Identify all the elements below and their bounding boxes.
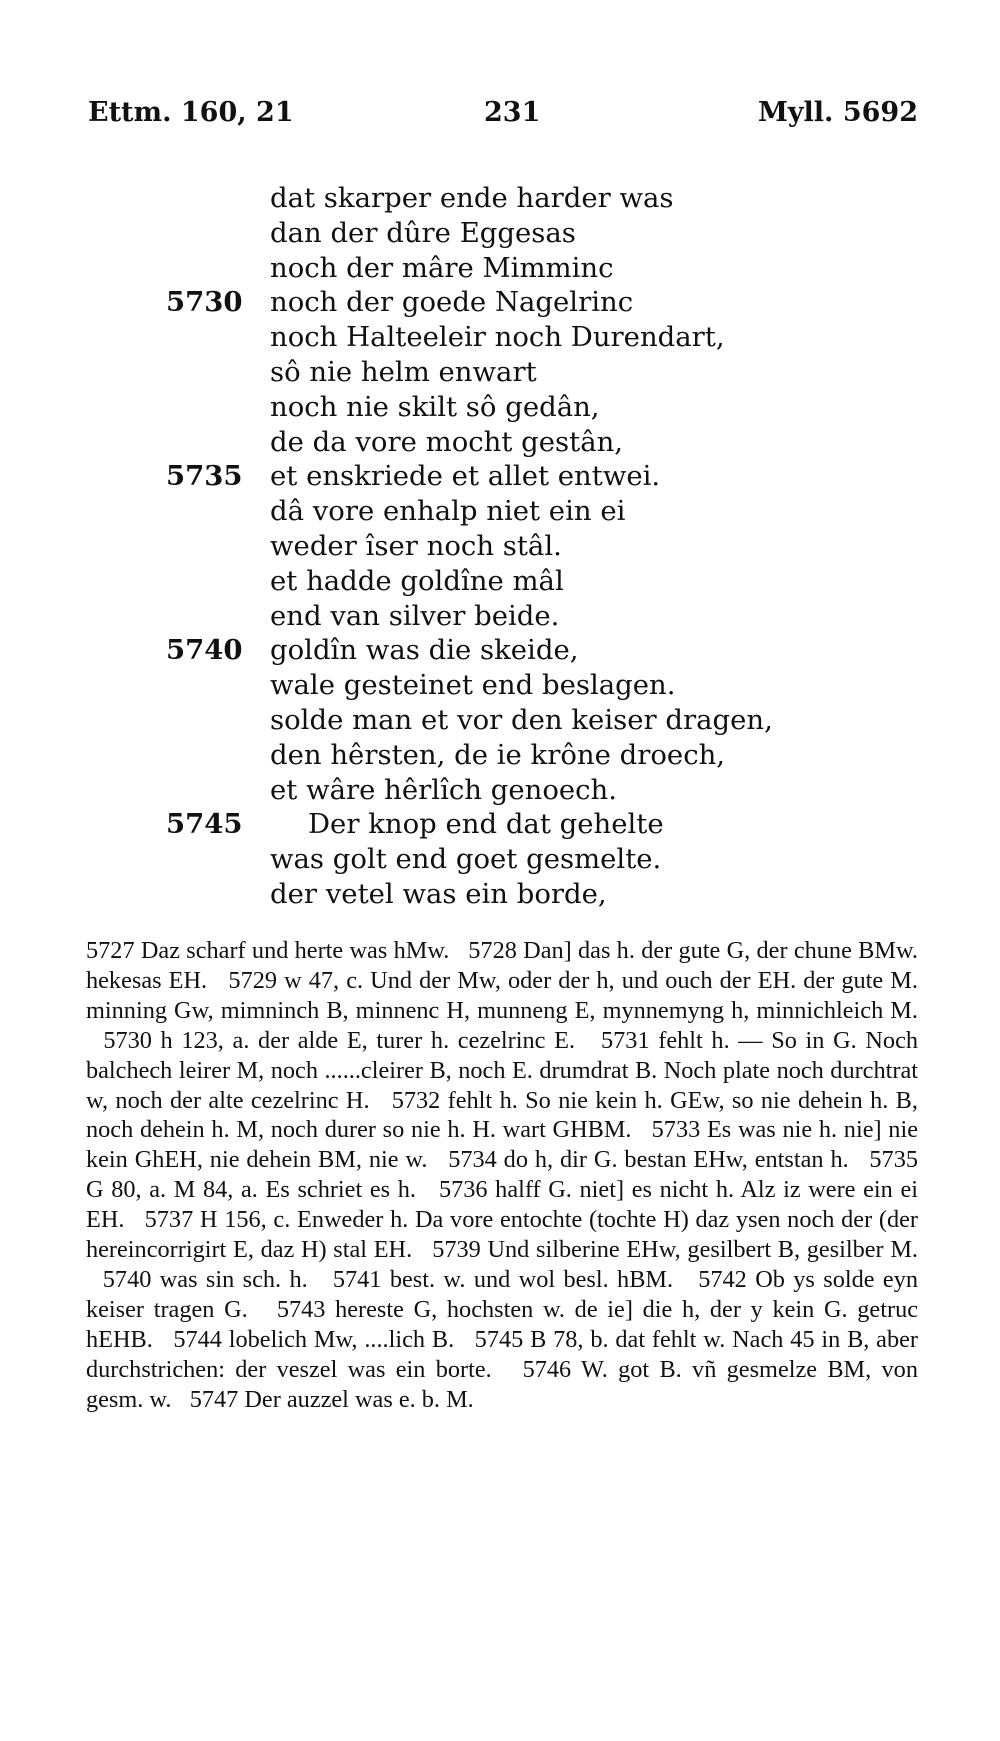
verse-line xyxy=(0,425,1000,460)
verse-text: et wâre hêrlîch genoech. xyxy=(270,773,618,806)
line-number: 5730 xyxy=(166,286,243,319)
verse-block xyxy=(0,181,1000,912)
verse-text: noch der goede Nagelrinc xyxy=(270,286,634,319)
verse-line xyxy=(0,529,1000,564)
apparatus-note: 5745 B 78, b. dat fehlt w. Nach 45 in B, aber durchstrichen: der veszel was ein borte. xyxy=(86,1325,918,1383)
verse-line xyxy=(0,599,1000,634)
verse-line xyxy=(0,216,1000,251)
apparatus-note: 5739 Und silberine EHw, gesilbert B, gesilber M. xyxy=(432,1236,918,1264)
verse-line xyxy=(0,773,1000,808)
apparatus-note: 5747 Der auzzel was e. b. M. xyxy=(189,1385,474,1413)
verse-line xyxy=(0,390,1000,425)
verse-line xyxy=(0,181,1000,216)
verse-text: dat skarper ende harder was xyxy=(270,182,674,214)
verse-text: goldîn was die skeide, xyxy=(270,634,579,667)
apparatus-note: 5742 Ob ys solde eyn keiser tragen G. xyxy=(86,1265,919,1323)
header-left-reference: Ettm. 160, 21 xyxy=(88,97,294,128)
apparatus-note: 5740 was sin sch. h. xyxy=(102,1265,308,1293)
verse-text: dan der dûre Eggesas xyxy=(270,216,576,249)
apparatus-note: 5727 Daz scharf und herte was hMw. xyxy=(86,937,450,964)
verse-text: wale gesteinet end beslagen. xyxy=(270,669,676,702)
verse-line xyxy=(0,285,1000,320)
apparatus-note: 5744 lobelich Mw, ....lich B. xyxy=(173,1325,455,1353)
verse-line xyxy=(0,251,1000,286)
verse-text: sô nie helm enwart xyxy=(270,355,537,388)
verse-line xyxy=(0,877,1000,912)
verse-text: den hêrsten, de ie krône droech, xyxy=(270,738,726,771)
verse-line xyxy=(0,842,1000,877)
verse-text: de da vore mocht gestân, xyxy=(270,425,624,458)
critical-apparatus xyxy=(86,936,918,1415)
apparatus-note: 5735 G 80, a. M 84, a. Es schriet es h. xyxy=(86,1146,918,1204)
line-number: 5740 xyxy=(166,634,243,667)
verse-line xyxy=(0,703,1000,738)
verse-line xyxy=(0,459,1000,494)
apparatus-note: 5729 w 47, c. Und der Mw, oder der h, und ouch der EH. der gute M. minning Gw, mimninch B, minnenc H, munneng E, mynnemyng h, minnichleich M. xyxy=(86,966,918,1024)
verse-text: dâ vore enhalp niet ein ei xyxy=(270,495,626,528)
apparatus-note: 5737 H 156, c. Enweder h. Da vore entochte (tochte H) daz ysen noch der (der hereincorrigirt E, daz H) stal EH. xyxy=(86,1206,918,1264)
verse-text: weder îser noch stâl. xyxy=(270,529,562,562)
apparatus-note: 5743 hereste G, hochsten w. de ie] die h, der y kein G. getruc hEHB. xyxy=(86,1295,918,1353)
apparatus-note: 5746 W. got B. vñ gesmelze BM, von gesm. w. xyxy=(86,1355,918,1413)
verse-line xyxy=(0,668,1000,703)
verse-line xyxy=(0,494,1000,529)
verse-line xyxy=(0,355,1000,390)
verse-line xyxy=(0,320,1000,355)
apparatus-note: 5733 Es was nie h. nie] nie kein GhEH, nie dehein BM, nie w. xyxy=(86,1116,918,1174)
verse-text: et enskriede et allet entwei. xyxy=(270,460,661,493)
verse-line xyxy=(0,633,1000,668)
apparatus-note: 5732 fehlt h. So nie kein h. GEw, so nie dehein h. B, noch dehein h. M, noch durer so nie h. H. wart GHBM. xyxy=(86,1086,918,1144)
verse-text: noch Halteeleir noch Durendart, xyxy=(270,321,725,354)
apparatus-note: 5731 fehlt h. — So in G. Noch balchech leirer M, noch ......cleirer B, noch E. drumdrat B. Noch plate noch durchtrat w, noch der alte cezelrinc H. xyxy=(86,1026,919,1114)
verse-line xyxy=(0,564,1000,599)
verse-text: Der knop end dat gehelte xyxy=(308,808,664,841)
verse-text: end van silver beide. xyxy=(270,599,560,632)
apparatus-note: 5730 h 123, a. der alde E, turer h. cezelrinc E. xyxy=(103,1026,576,1054)
verse-text: solde man et vor den keiser dragen, xyxy=(270,703,773,736)
verse-line xyxy=(0,738,1000,773)
apparatus-note: 5728 Dan] das h. der gute G, der chune BMw. hekesas EH. xyxy=(86,937,919,994)
verse-line xyxy=(0,807,1000,842)
verse-text: noch der mâre Mimminc xyxy=(270,251,614,284)
verse-text: noch nie skilt sô gedân, xyxy=(270,390,600,423)
verse-text: et hadde goldîne mâl xyxy=(270,564,564,597)
verse-text: der vetel was ein borde, xyxy=(270,877,607,910)
page-header xyxy=(88,97,918,137)
line-number: 5745 xyxy=(166,808,243,841)
line-number: 5735 xyxy=(166,460,243,493)
header-right-reference: Myll. 5692 xyxy=(757,97,918,128)
apparatus-note: 5734 do h, dir G. bestan EHw, entstan h. xyxy=(448,1146,849,1174)
apparatus-note: 5741 best. w. und wol besl. hBM. xyxy=(332,1265,674,1293)
apparatus-note: 5736 halff G. niet] es nicht h. Alz iz were ein ei EH. xyxy=(86,1176,918,1234)
verse-text: was golt end goet gesmelte. xyxy=(270,843,662,876)
page-number: 231 xyxy=(484,97,541,128)
